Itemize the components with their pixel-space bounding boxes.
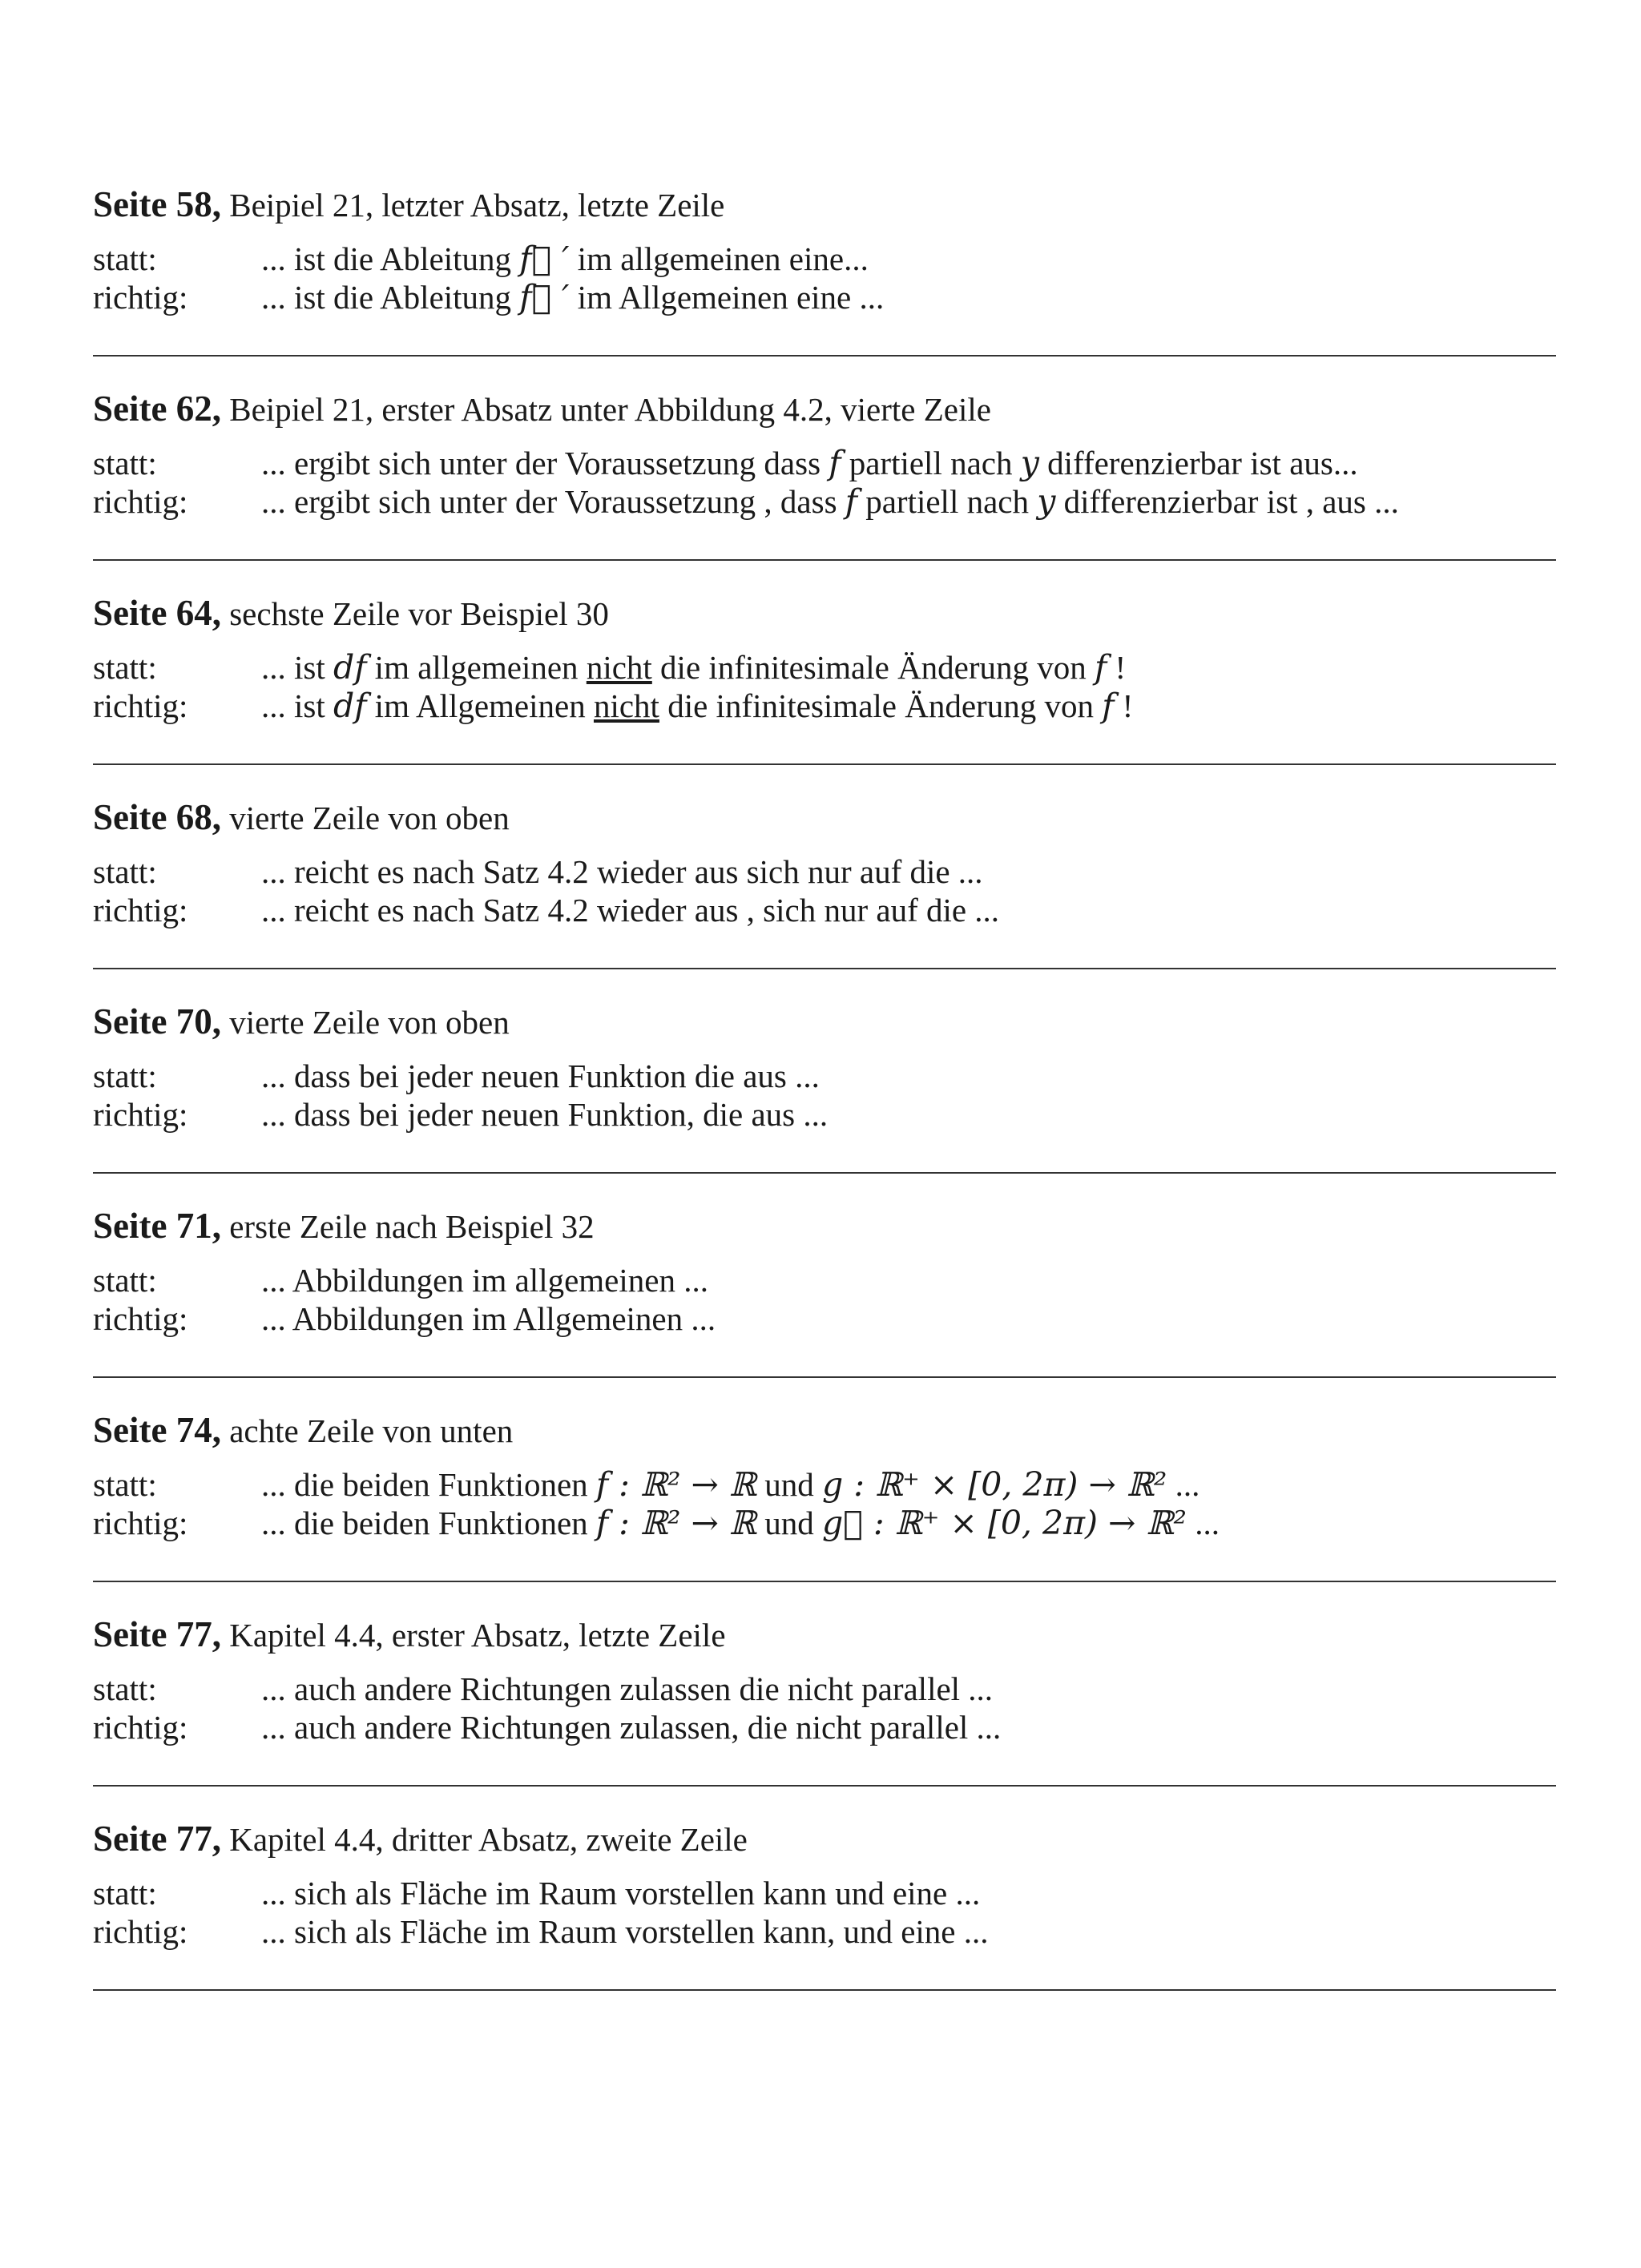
location-text: Beipiel 21, erster Absatz unter Abbildung 4.2, vierte Zeile: [229, 391, 991, 428]
statt-line: [93, 1464, 1200, 1505]
statt-line: [93, 647, 1126, 687]
text-segment: die infinitesimale Änderung von: [651, 649, 1095, 686]
statt-label: statt:: [93, 240, 157, 277]
separator-rule: [93, 559, 1556, 561]
richtig-label: richtig:: [93, 1709, 188, 1746]
page-reference: Seite 58,: [93, 184, 221, 224]
erratum-entry: [93, 1198, 1556, 1402]
statt-label: statt:: [93, 1262, 157, 1299]
text-segment: ...: [1167, 1466, 1200, 1503]
location-text: sechste Zeile vor Beispiel 30: [229, 595, 609, 632]
entry-heading: [93, 1001, 510, 1042]
text-segment: ... ergibt sich unter der Voraussetzung , dass: [261, 483, 845, 520]
statt-line: [93, 1669, 993, 1709]
richtig-line: [93, 686, 1133, 726]
separator-rule: [93, 355, 1556, 357]
entry-heading: [93, 1410, 513, 1451]
erratum-entry: [93, 381, 1556, 585]
math-expression: f: [845, 482, 857, 521]
page-reference: Seite 77,: [93, 1614, 221, 1654]
text-segment: ... ergibt sich unter der Voraussetzung dass: [261, 445, 829, 481]
erratum-entry: [93, 789, 1556, 993]
text-segment: im Allgemeinen eine ...: [569, 279, 885, 316]
text-segment: ... die beiden Funktionen: [261, 1466, 596, 1503]
richtig-label: richtig:: [93, 1300, 188, 1337]
location-text: vierte Zeile von oben: [229, 800, 510, 836]
erratum-entry: [93, 176, 1556, 381]
text-segment: im Allgemeinen: [366, 687, 594, 724]
entry-heading: [93, 1819, 748, 1859]
statt-label: statt:: [93, 649, 157, 686]
page-reference: Seite 62,: [93, 389, 221, 429]
math-expression: f: [1102, 687, 1115, 725]
separator-rule: [93, 1785, 1556, 1787]
text-segment: und: [756, 1466, 822, 1503]
statt-label: statt:: [93, 445, 157, 481]
math-expression: f⃗ ′: [519, 278, 570, 316]
underlined-word: nicht: [593, 687, 659, 724]
math-expression: df: [333, 648, 367, 687]
text-segment: ... ist: [261, 687, 333, 724]
separator-rule: [93, 763, 1556, 765]
location-text: Kapitel 4.4, erster Absatz, letzte Zeile: [229, 1617, 726, 1654]
richtig-label: richtig:: [93, 279, 188, 316]
math-expression: y: [1037, 482, 1056, 521]
math-expression: y: [1020, 444, 1039, 482]
erratum-entry: [93, 993, 1556, 1198]
erratum-entry: [93, 1606, 1556, 1811]
richtig-label: richtig:: [93, 483, 188, 520]
location-text: vierte Zeile von oben: [229, 1004, 510, 1041]
entry-heading: [93, 389, 991, 429]
statt-label: statt:: [93, 1466, 157, 1503]
math-expression: f⃗ ′: [519, 240, 570, 278]
richtig-label: richtig:: [93, 1505, 188, 1541]
page-reference: Seite 74,: [93, 1410, 221, 1450]
separator-rule: [93, 968, 1556, 969]
math-expression: df: [333, 687, 367, 725]
page-reference: Seite 70,: [93, 1001, 221, 1041]
text-segment: ...: [1186, 1505, 1220, 1541]
text-segment: ... dass bei jeder neuen Funktion, die aus ...: [261, 1096, 829, 1133]
richtig-line: [93, 1094, 828, 1134]
page-reference: Seite 68,: [93, 797, 221, 837]
statt-label: statt:: [93, 1875, 157, 1911]
statt-label: statt:: [93, 1057, 157, 1094]
text-segment: partiell nach: [841, 445, 1021, 481]
richtig-line: [93, 1707, 1001, 1747]
richtig-line: [93, 1299, 716, 1339]
text-segment: ... auch andere Richtungen zulassen die nicht parallel ...: [261, 1670, 994, 1707]
text-segment: !: [1107, 649, 1127, 686]
entry-heading: [93, 184, 724, 225]
text-segment: differenzierbar ist , aus ...: [1055, 483, 1399, 520]
statt-line: [93, 443, 1358, 483]
richtig-label: richtig:: [93, 687, 188, 724]
location-text: achte Zeile von unten: [229, 1412, 514, 1449]
separator-rule: [93, 1581, 1556, 1582]
math-expression: f: [1095, 648, 1107, 687]
text-segment: ... sich als Fläche im Raum vorstellen kann, und eine ...: [261, 1913, 989, 1950]
richtig-label: richtig:: [93, 892, 188, 929]
location-text: Kapitel 4.4, dritter Absatz, zweite Zeile: [229, 1821, 748, 1858]
statt-label: statt:: [93, 853, 157, 890]
statt-line: [93, 1873, 980, 1913]
text-segment: ... ist: [261, 649, 333, 686]
separator-rule: [93, 1989, 1556, 1991]
text-segment: !: [1114, 687, 1134, 724]
entry-heading: [93, 593, 609, 634]
separator-rule: [93, 1172, 1556, 1174]
statt-line: [93, 1056, 820, 1096]
math-expression: f : ℝ² → ℝ: [595, 1465, 756, 1504]
text-segment: im allgemeinen eine...: [569, 240, 869, 277]
text-segment: ... die beiden Funktionen: [261, 1505, 596, 1541]
richtig-line: [93, 481, 1399, 522]
text-segment: ... reicht es nach Satz 4.2 wieder aus sich nur auf die ...: [261, 853, 983, 890]
text-segment: und: [756, 1505, 822, 1541]
richtig-line: [93, 1503, 1220, 1543]
math-expression: f: [829, 444, 841, 482]
richtig-line: [93, 277, 884, 317]
page-reference: Seite 77,: [93, 1819, 221, 1859]
erratum-entry: [93, 1402, 1556, 1606]
page-reference: Seite 64,: [93, 593, 221, 633]
separator-rule: [93, 1376, 1556, 1378]
erratum-entry: [93, 1811, 1556, 2015]
location-text: Beipiel 21, letzter Absatz, letzte Zeile: [229, 187, 725, 224]
math-expression: g : ℝ⁺ × [0, 2π) → ℝ²: [821, 1465, 1167, 1504]
richtig-label: richtig:: [93, 1913, 188, 1950]
statt-label: statt:: [93, 1670, 157, 1707]
text-segment: ... reicht es nach Satz 4.2 wieder aus , sich nur auf die ...: [261, 892, 1000, 929]
text-segment: ... Abbildungen im Allgemeinen ...: [261, 1300, 716, 1337]
errata-page: [93, 176, 1556, 2015]
erratum-entry: [93, 585, 1556, 789]
text-segment: ... ist die Ableitung: [261, 240, 520, 277]
underlined-word: nicht: [586, 649, 652, 686]
text-segment: im allgemeinen: [366, 649, 587, 686]
text-segment: ... dass bei jeder neuen Funktion die aus ...: [261, 1057, 820, 1094]
page-reference: Seite 71,: [93, 1206, 221, 1246]
math-expression: f : ℝ² → ℝ: [595, 1504, 756, 1542]
text-segment: die infinitesimale Änderung von: [659, 687, 1103, 724]
math-expression: g⃗ : ℝ⁺ × [0, 2π) → ℝ²: [821, 1504, 1187, 1542]
text-segment: ... auch andere Richtungen zulassen, die nicht parallel ...: [261, 1709, 1002, 1746]
entry-heading: [93, 1206, 595, 1247]
statt-line: [93, 852, 983, 892]
location-text: erste Zeile nach Beispiel 32: [229, 1208, 595, 1245]
text-segment: ... Abbildungen im allgemeinen ...: [261, 1262, 708, 1299]
entry-heading: [93, 797, 510, 838]
text-segment: partiell nach: [857, 483, 1038, 520]
entry-heading: [93, 1614, 726, 1655]
richtig-label: richtig:: [93, 1096, 188, 1133]
statt-line: [93, 1260, 708, 1300]
text-segment: ... ist die Ableitung: [261, 279, 520, 316]
richtig-line: [93, 890, 999, 930]
richtig-line: [93, 1911, 989, 1952]
statt-line: [93, 239, 869, 279]
text-segment: ... sich als Fläche im Raum vorstellen kann und eine ...: [261, 1875, 981, 1911]
text-segment: differenzierbar ist aus...: [1038, 445, 1358, 481]
